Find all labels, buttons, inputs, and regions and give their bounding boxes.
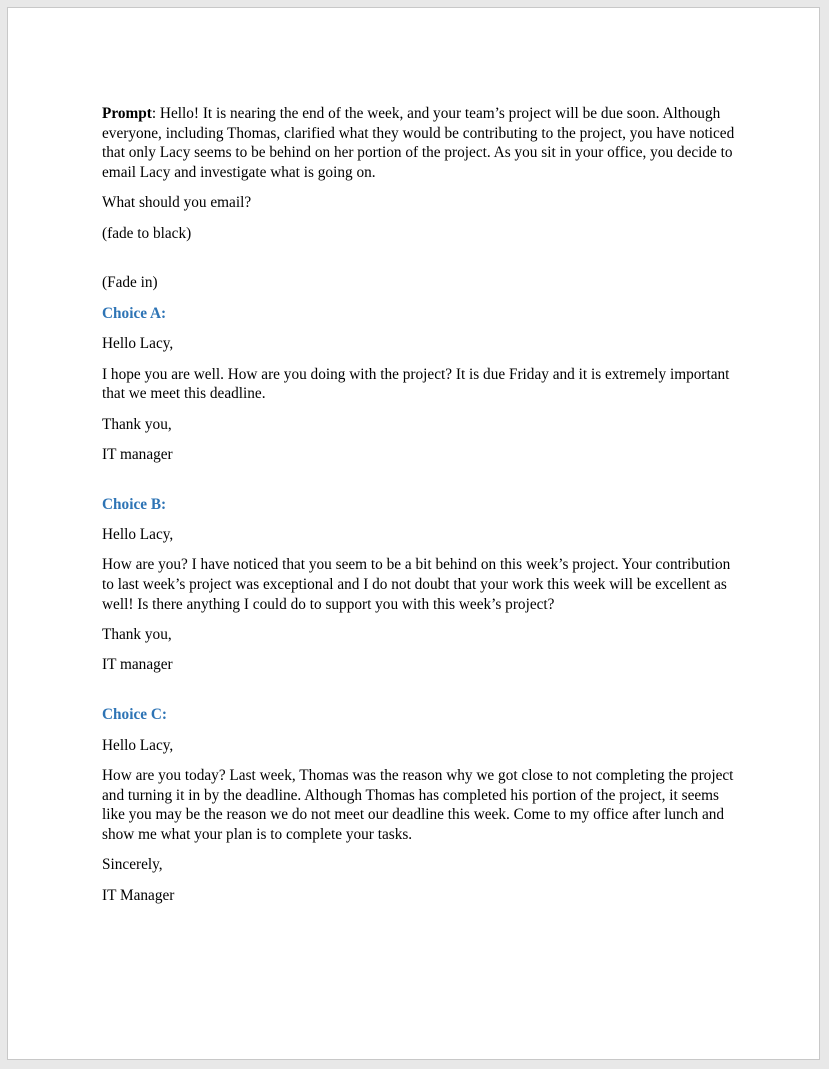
choice-c-body: How are you today? Last week, Thomas was the reason why we got close to not completing the project and turning it in by the deadline. Although Thomas has completed his portion of the project, it seems like you may be the reason we do not meet our deadline this week. Come to my office after lunch and show me what your plan is to complete your tasks.: [102, 766, 734, 843]
fade-out-text: (fade to black): [102, 224, 192, 242]
choice-c-closing: Sincerely,: [102, 856, 163, 874]
prompt-label: Prompt: [102, 105, 152, 122]
choice-a-greeting: Hello Lacy,: [102, 335, 174, 353]
choice-a-signature: IT manager: [102, 445, 173, 463]
choice-c-signature: IT Manager: [102, 886, 175, 904]
prompt-text: : Hello! It is nearing the end of the week, and your team’s project will be due soon. Although everyone, including Thomas, clarified what they would be contributing to the project, you have noticed that only Lacy seems to be behind on her portion of the project. As you sit in your office, you decide to email Lacy and investigate what is going on.: [102, 105, 735, 181]
choice-b-greeting: Hello Lacy,: [102, 526, 174, 544]
choice-c-greeting: Hello Lacy,: [102, 736, 174, 754]
fade-in-text: (Fade in): [102, 274, 158, 292]
document-page: [7, 7, 820, 1060]
choice-a-closing: Thank you,: [102, 415, 172, 433]
document-body: [102, 104, 742, 916]
choice-b-signature: IT manager: [102, 656, 173, 674]
choice-a-heading: Choice A:: [102, 304, 167, 322]
choice-b-heading: Choice B:: [102, 495, 167, 513]
choice-b-body: How are you? I have noticed that you seem to be a bit behind on this week’s project. Your contribution to last week’s project was exceptional and I do not doubt that your work this week will be excellent as well! Is there anything I could do to support you with this week’s project?: [102, 556, 731, 613]
question-text: What should you email?: [102, 194, 252, 212]
choice-c-heading: Choice C:: [102, 706, 167, 724]
prompt-paragraph: [102, 104, 742, 182]
choice-b-closing: Thank you,: [102, 626, 172, 644]
choice-a-body: I hope you are well. How are you doing with the project? It is due Friday and it is extremely important that we meet this deadline.: [102, 365, 730, 403]
